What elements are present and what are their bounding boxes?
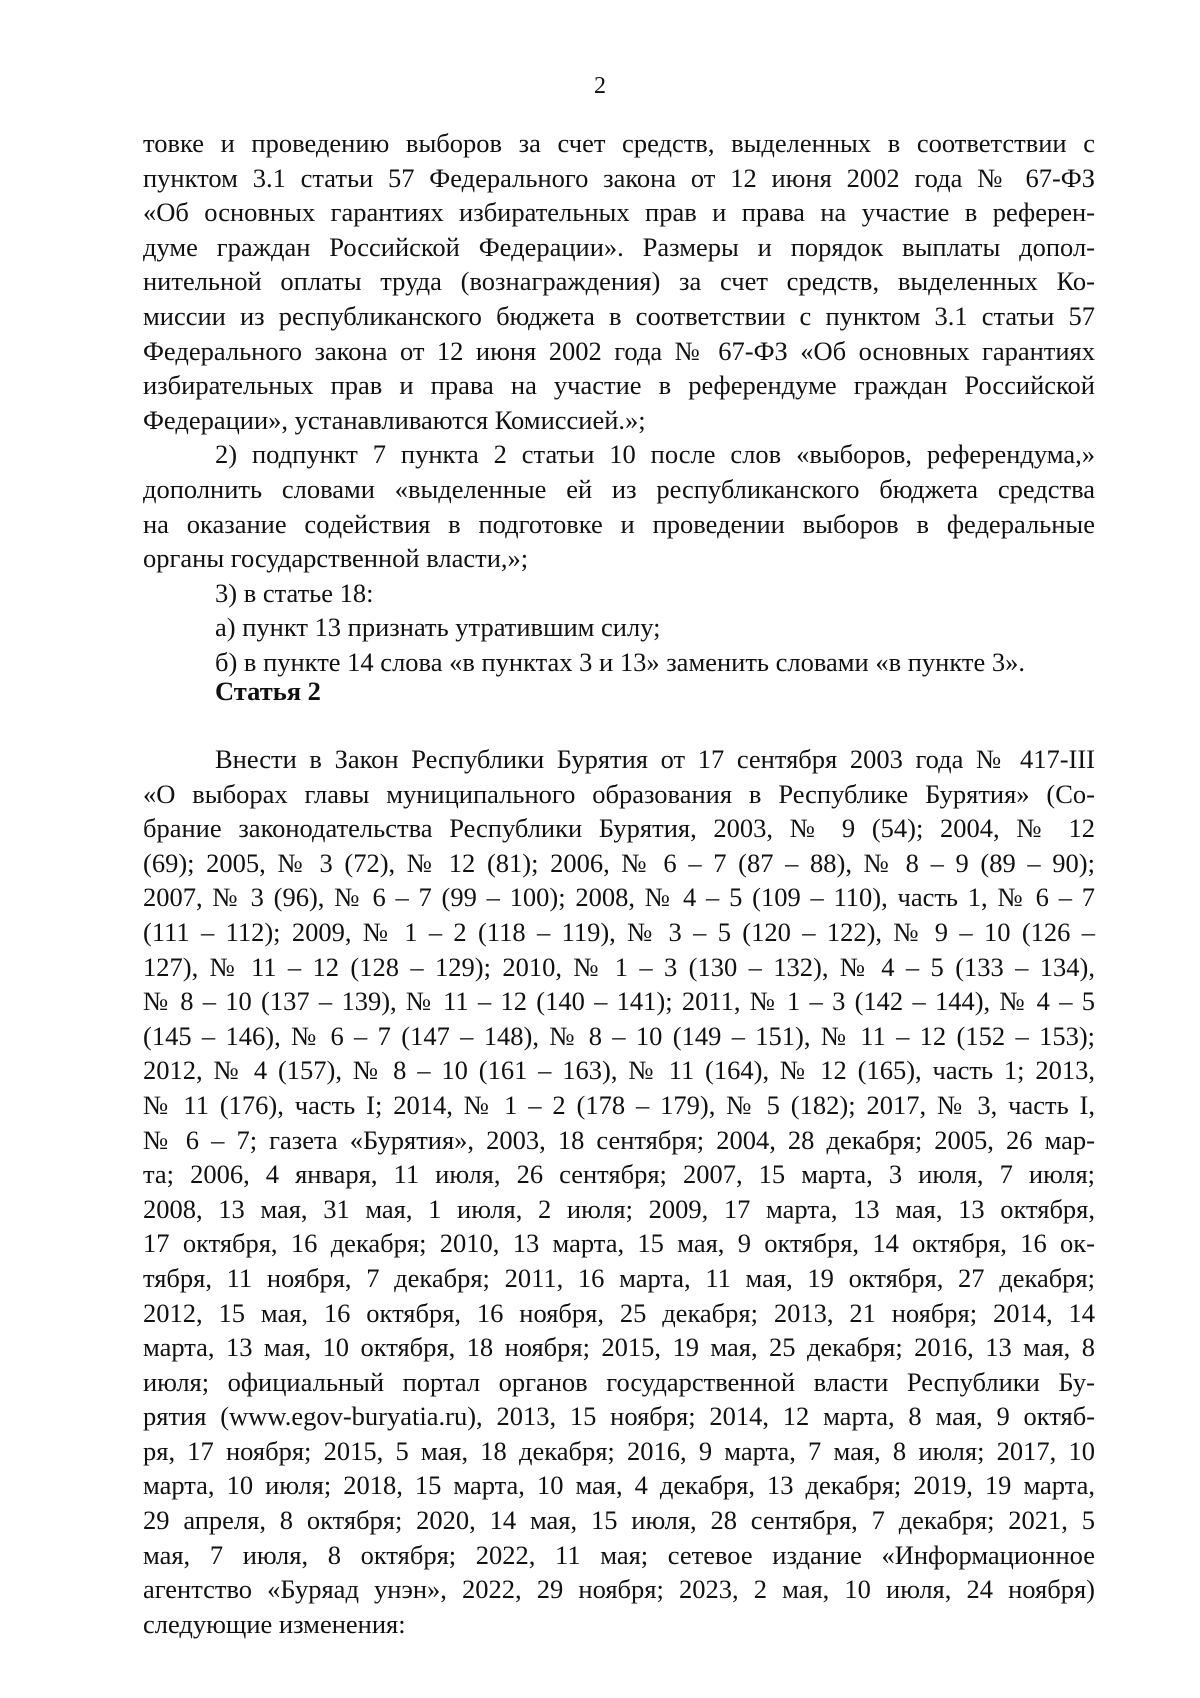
text-line: Федерального закона от 12 июня 2002 года № 67-ФЗ «Об основных гарантиях — [143, 335, 1095, 366]
text-line: № 8 – 10 (137 – 139), № 11 – 12 (140 – 141); 2011, № 1 – 3 (142 – 144), № 4 – 5 — [143, 986, 1095, 1017]
text-line: пунктом 3.1 статьи 57 Федерального закона от 12 июня 2002 года № 67-ФЗ — [143, 162, 1095, 193]
text-line: мая, 7 июля, 8 октября; 2022, 11 мая; сетевое издание «Информационное — [143, 1539, 1095, 1570]
text-line: нительной оплаты труда (вознаграждения) за счет средств, выделенных Ко- — [143, 266, 1095, 297]
amendments-text — [143, 126, 1095, 680]
text-line: а) пункт 13 признать утратившим силу; — [215, 612, 661, 643]
text-line: июля; официальный портал органов государственной власти Республики Бу- — [143, 1366, 1095, 1397]
page-number: 2 — [594, 73, 606, 99]
text-line: № 11 (176), часть I; 2014, № 1 – 2 (178 – 179), № 5 (182); 2017, № 3, часть I, — [143, 1089, 1095, 1120]
text-line: 17 октября, 16 декабря; 2010, 13 марта, 15 мая, 9 октября, 14 октября, 16 ок- — [143, 1228, 1095, 1259]
text-line: Федерации», устанавливаются Комиссией.»; — [143, 404, 646, 435]
text-line: 2007, № 3 (96), № 6 – 7 (99 – 100); 2008, № 4 – 5 (109 – 110), часть 1, № 6 – 7 — [143, 882, 1095, 913]
text-line: марта, 10 июля; 2018, 15 марта, 10 мая, 4 декабря, 13 декабря; 2019, 19 марта, — [143, 1470, 1095, 1501]
text-line: та; 2006, 4 января, 11 июля, 26 сентября; 2007, 15 марта, 3 июля, 7 июля; — [143, 1159, 1095, 1190]
text-line: агентство «Буряад унэн», 2022, 29 ноября; 2023, 2 мая, 10 июля, 24 ноября) — [143, 1574, 1095, 1605]
text-line: миссии из республиканского бюджета в соответствии с пунктом 3.1 статьи 57 — [143, 300, 1095, 331]
text-line: 2012, 15 мая, 16 октября, 16 ноября, 25 декабря; 2013, 21 ноября; 2014, 14 — [143, 1297, 1095, 1328]
text-line: (111 – 112); 2009, № 1 – 2 (118 – 119), № 3 – 5 (120 – 122), № 9 – 10 (126 – — [143, 916, 1095, 947]
text-line: 2) подпункт 7 пункта 2 статьи 10 после слов «выборов, референдума,» — [215, 439, 1095, 470]
text-line: 2008, 13 мая, 31 мая, 1 июля, 2 июля; 2009, 17 марта, 13 мая, 13 октября, — [143, 1193, 1095, 1224]
article-2-text — [143, 742, 1095, 1641]
text-line: ря, 17 ноября; 2015, 5 мая, 18 декабря; 2016, 9 марта, 7 мая, 8 июля; 2017, 10 — [143, 1435, 1095, 1466]
text-line: 29 апреля, 8 октября; 2020, 14 мая, 15 июля, 28 сентября, 7 декабря; 2021, 5 — [143, 1505, 1095, 1536]
text-line: на оказание содействия в подготовке и проведении выборов в федеральные — [143, 508, 1095, 539]
text-line: тября, 11 ноября, 7 декабря; 2011, 16 марта, 11 мая, 19 октября, 27 декабря; — [143, 1262, 1095, 1293]
text-line: марта, 13 мая, 10 октября, 18 ноября; 2015, 19 мая, 25 декабря; 2016, 13 мая, 8 — [143, 1332, 1095, 1363]
text-line: № 6 – 7; газета «Бурятия», 2003, 18 сентября; 2004, 28 декабря; 2005, 26 мар- — [143, 1124, 1095, 1155]
text-line: б) в пункте 14 слова «в пунктах 3 и 13» заменить словами «в пункте 3». — [215, 646, 1025, 677]
text-line: органы государственной власти,»; — [143, 543, 529, 574]
text-line: 127), № 11 – 12 (128 – 129); 2010, № 1 – 3 (130 – 132), № 4 – 5 (133 – 134), — [143, 951, 1095, 982]
text-line: дополнить словами «выделенные ей из республиканского бюджета средства — [143, 473, 1095, 504]
text-line: Внести в Закон Республики Бурятия от 17 сентября 2003 года № 417-III — [215, 744, 1095, 774]
text-line: (145 – 146), № 6 – 7 (147 – 148), № 8 – 10 (149 – 151), № 11 – 12 (152 – 153); — [143, 1020, 1095, 1051]
text-line: следующие изменения: — [143, 1608, 406, 1639]
text-line: «Об основных гарантиях избирательных прав и права на участие в референ- — [143, 197, 1095, 228]
text-line: «О выборах главы муниципального образования в Республике Бурятия» (Со- — [143, 778, 1095, 809]
text-line: избирательных прав и права на участие в референдуме граждан Российской — [143, 370, 1095, 401]
text-line: товке и проведению выборов за счет средств, выделенных в соответствии с — [143, 128, 1095, 158]
article-heading: Статья 2 — [215, 676, 321, 706]
text-line: рятия (www.egov-buryatia.ru), 2013, 15 ноября; 2014, 12 марта, 8 мая, 9 октяб- — [143, 1401, 1095, 1432]
text-line: 3) в статье 18: — [215, 577, 374, 608]
text-line: думе граждан Российской Федерации». Размеры и порядок выплаты допол- — [143, 231, 1095, 262]
text-line: 2012, № 4 (157), № 8 – 10 (161 – 163), № 11 (164), № 12 (165), часть 1; 2013, — [143, 1055, 1095, 1086]
text-line: (69); 2005, № 3 (72), № 12 (81); 2006, № 6 – 7 (87 – 88), № 8 – 9 (89 – 90); — [143, 847, 1095, 878]
text-line: брание законодательства Республики Бурятия, 2003, № 9 (54); 2004, № 12 — [143, 813, 1095, 844]
